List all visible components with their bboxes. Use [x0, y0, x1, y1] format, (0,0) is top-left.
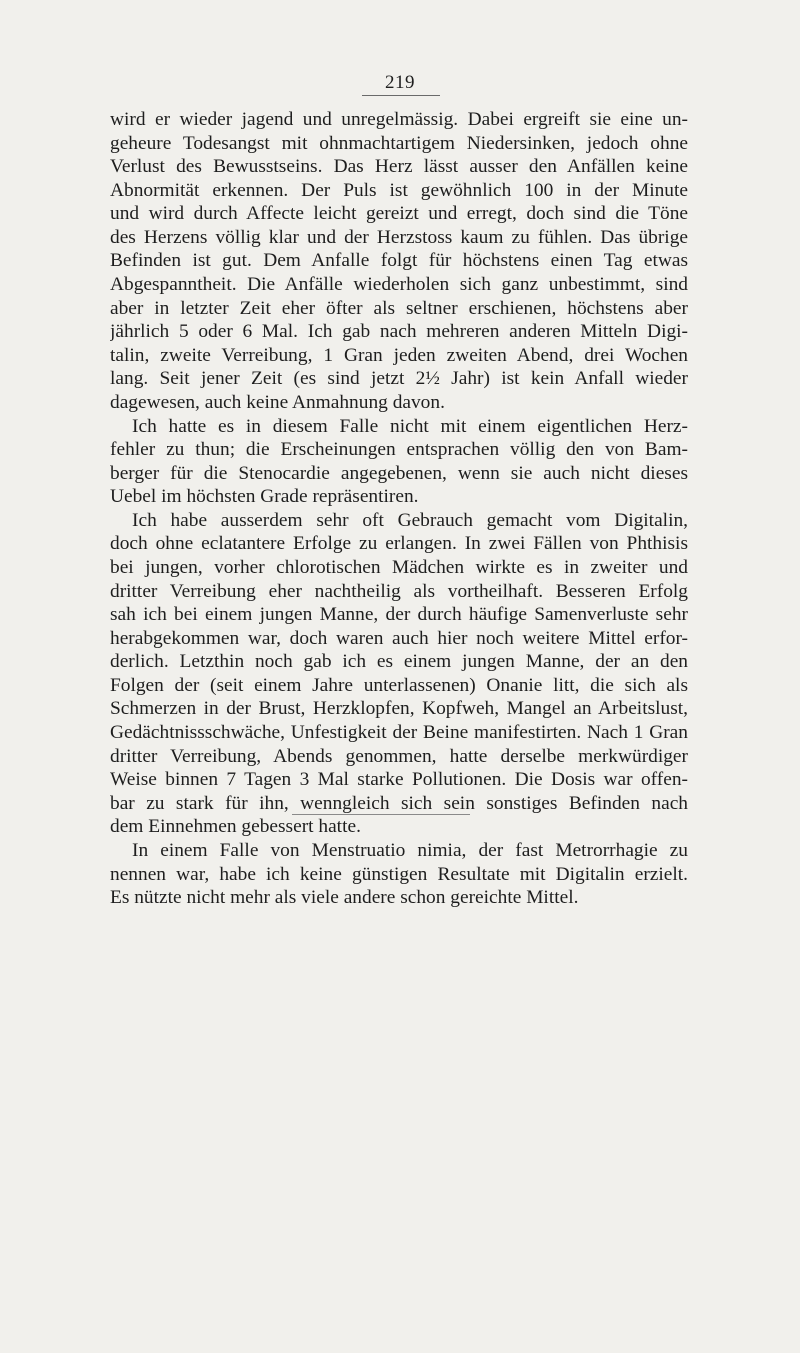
text-line: doch ohne eclatantere Erfolge zu erlangen. In zwei Fällen von Phthisis — [110, 533, 688, 555]
text-line: dagewesen, auch keine Anmahnung davon. — [110, 391, 445, 413]
text-line: talin, zweite Verreibung, 1 Gran jeden zweiten Abend, drei Wochen — [110, 344, 688, 366]
text-line: geheure Todesangst mit ohnmachtartigem Niedersinken, jedoch ohne — [110, 132, 688, 154]
text-line: Abgespanntheit. Die Anfälle wiederholen sich ganz unbestimmt, sind — [110, 274, 688, 296]
text-line: Abnormität erkennen. Der Puls ist gewöhnlich 100 in der Minute — [110, 179, 688, 201]
page-number-rule — [362, 95, 440, 96]
text-line: derlich. Letzthin noch gab ich es einem jungen Manne, der an den — [110, 651, 688, 673]
text-line: Weise binnen 7 Tagen 3 Mal starke Pollutionen. Die Dosis war offen- — [110, 769, 688, 791]
text-line: Ich hatte es in diesem Falle nicht mit einem eigentlichen Herz- — [132, 415, 688, 437]
text-line: dritter Verreibung, Abends genommen, hatte derselbe merkwürdiger — [110, 745, 688, 767]
text-line: Uebel im höchsten Grade repräsentiren. — [110, 486, 419, 508]
text-line: Verlust des Bewusstseins. Das Herz lässt ausser den Anfällen keine — [110, 156, 688, 178]
text-line: Ich habe ausserdem sehr oft Gebrauch gemacht vom Digitalin, — [132, 509, 688, 531]
text-line: aber in letzter Zeit eher öfter als seltner erschienen, höchstens aber — [110, 297, 688, 319]
text-line: dem Einnehmen gebessert hatte. — [110, 816, 361, 838]
text-line: In einem Falle von Menstruatio nimia, der fast Metrorrhagie zu — [132, 839, 688, 861]
text-line: fehler zu thun; die Erscheinungen entsprachen völlig den von Bam- — [110, 439, 688, 461]
text-line: nennen war, habe ich keine günstigen Resultate mit Digitalin erzielt. — [110, 863, 688, 885]
text-line: Gedächtnissschwäche, Unfestigkeit der Beine manifestirten. Nach 1 Gran — [110, 722, 688, 744]
text-line: Befinden ist gut. Dem Anfalle folgt für höchstens einen Tag etwas — [110, 250, 688, 272]
text-line: Folgen der (seit einem Jahre unterlassenen) Onanie litt, die sich als — [110, 674, 688, 696]
text-line: bei jungen, vorher chlorotischen Mädchen wirkte es in zweiter und — [110, 556, 688, 578]
text-line: bar zu stark für ihn, wenngleich sich sein sonstiges Befinden nach — [110, 792, 688, 814]
text-line: dritter Verreibung eher nachtheilig als vortheilhaft. Besseren Erfolg — [110, 580, 688, 602]
text-line: herabgekommen war, doch waren auch hier noch weitere Mittel erfor- — [110, 627, 688, 649]
text-line: wird er wieder jagend und unregelmässig. Dabei ergreift sie eine un- — [110, 109, 688, 130]
body-text — [110, 108, 688, 910]
text-line: sah ich bei einem jungen Manne, der durch häufige Samenverluste sehr — [110, 604, 688, 626]
text-line: lang. Seit jener Zeit (es sind jetzt 2½ Jahr) ist kein Anfall wieder — [110, 368, 688, 390]
text-line: berger für die Stenocardie angegebenen, wenn sie auch nicht dieses — [110, 462, 688, 484]
footer-rule — [292, 814, 470, 815]
text-line: Schmerzen in der Brust, Herzklopfen, Kopfweh, Mangel an Arbeitslust, — [110, 698, 688, 720]
text-line: jährlich 5 oder 6 Mal. Ich gab nach mehreren anderen Mitteln Digi- — [110, 321, 688, 343]
text-line: und wird durch Affecte leicht gereizt und erregt, doch sind die Töne — [110, 203, 688, 225]
page-number: 219 — [385, 72, 415, 93]
text-line: des Herzens völlig klar und der Herzstoss kaum zu fühlen. Das übrige — [110, 226, 688, 248]
text-line: Es nützte nicht mehr als viele andere schon gereichte Mittel. — [110, 887, 579, 909]
